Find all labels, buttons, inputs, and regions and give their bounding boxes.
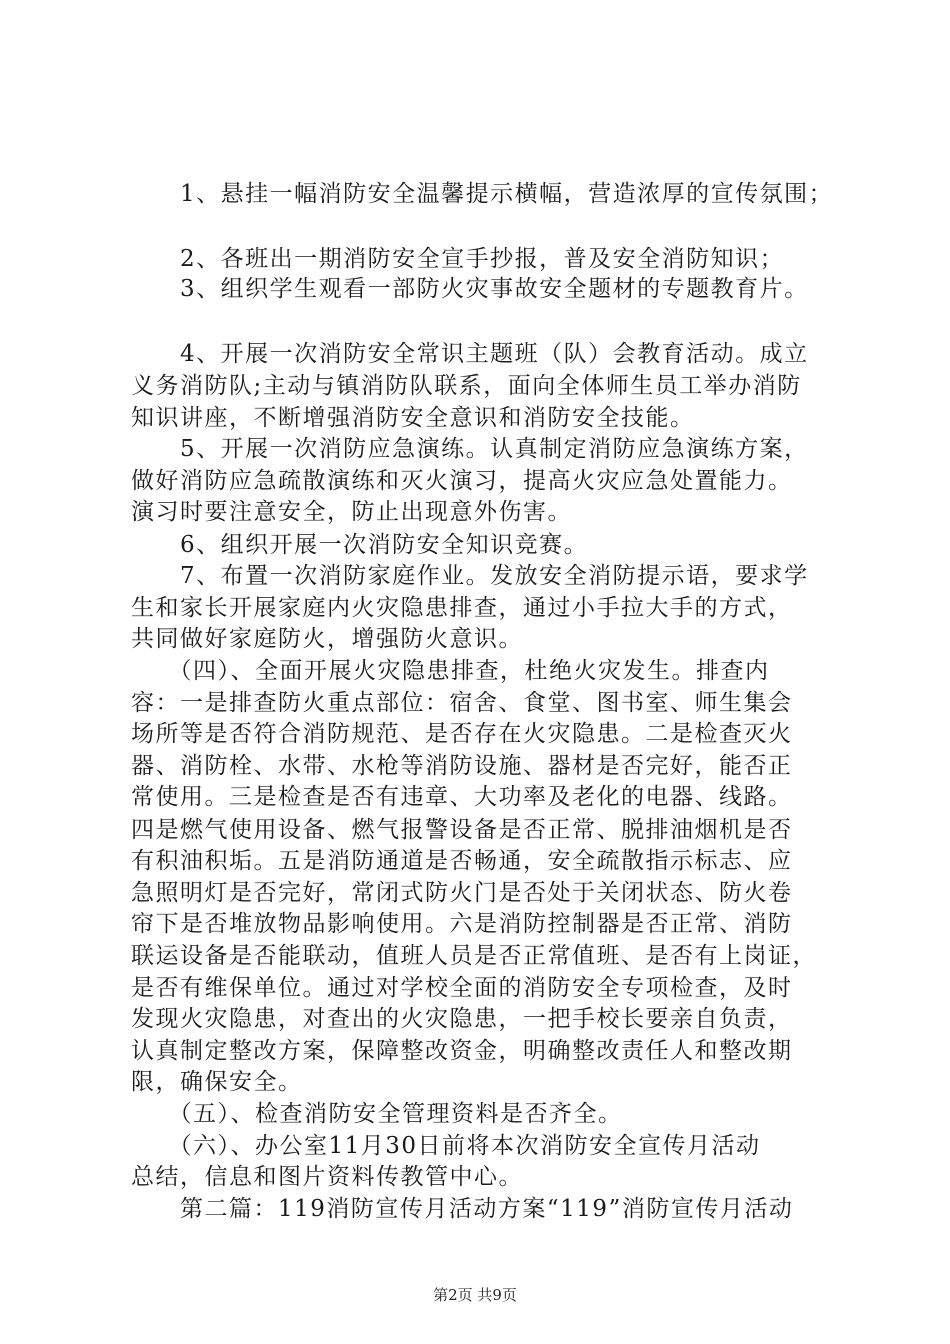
text-line: 3、组织学生观看一部防火灾事故安全题材的专题教育片。: [131, 276, 809, 302]
text-line: 器、消防栓、水带、水枪等消防设施、器材是否完好，能否正: [131, 753, 793, 779]
text-line: 是否有维保单位。通过对学校全面的消防安全专项检查，及时: [131, 975, 793, 1001]
text-line: 4、开展一次消防安全常识主题班（队）会教育活动。成立: [131, 341, 809, 367]
text-line: 1、悬挂一幅消防安全温馨提示横幅，营造浓厚的宣传氛围；: [131, 181, 834, 207]
text-line: 四是燃气使用设备、燃气报警设备是否正常、脱排油烟机是否: [131, 817, 793, 843]
text-line: （四）、全面开展火灾隐患排查，杜绝火灾发生。排查内: [131, 658, 770, 684]
text-line: 2、各班出一期消防安全宣手抄报，普及安全消防知识；: [131, 246, 785, 272]
text-line: （五）、检查消防安全管理资料是否齐全。: [131, 1101, 623, 1127]
text-line: 生和家长开展家庭内火灾隐患排查，通过小手拉大手的方式，: [131, 595, 793, 621]
text-line: 帘下是否堆放物品影响使用。六是消防控制器是否正常、消防: [131, 911, 793, 937]
page-number-footer: 第2页 共9页: [433, 1286, 517, 1304]
text-line: 容：一是排查防火重点部位：宿舍、食堂、图书室、师生集会: [131, 690, 793, 716]
text-line: （六）、办公室11月30日前将本次消防安全宣传月活动: [131, 1133, 761, 1159]
text-line: 演习时要注意安全，防止出现意外伤害。: [131, 499, 572, 525]
text-line: 急照明灯是否完好，常闭式防火门是否处于关闭状态、防火卷: [131, 880, 793, 906]
text-line: 认真制定整改方案，保障整改资金，明确整改责任人和整改期: [131, 1038, 793, 1064]
text-line: 6、组织开展一次消防安全知识竞赛。: [131, 532, 589, 558]
text-line: 总结，信息和图片资料传教管中心。: [131, 1164, 523, 1190]
text-line: 第二篇：119消防宣传月活动方案“119”消防宣传月活动: [131, 1196, 794, 1222]
text-line: 场所等是否符合消防规范、是否存在火灾隐患。二是检查灭火: [131, 721, 793, 747]
text-line: 7、布置一次消防家庭作业。发放安全消防提示语，要求学: [131, 563, 809, 589]
text-line: 5、开展一次消防应急演练。认真制定消防应急演练方案，: [131, 436, 809, 462]
text-line: 共同做好家庭防火，增强防火意识。: [131, 626, 523, 652]
text-line: 常使用。三是检查是否有违章、大功率及老化的电器、线路。: [131, 784, 793, 810]
text-line: 义务消防队;主动与镇消防队联系，面向全体师生员工举办消防: [131, 373, 802, 399]
text-line: 限，确保安全。: [131, 1069, 303, 1095]
text-line: 做好消防应急疏散演练和灭火演习，提高火灾应急处置能力。: [131, 468, 793, 494]
text-line: 发现火灾隐患，对查出的火灾隐患，一把手校长要亲自负责，: [131, 1006, 793, 1032]
text-line: 知识讲座，不断增强消防安全意识和消防安全技能。: [131, 405, 695, 431]
text-line: 联运设备是否能联动，值班人员是否正常值班、是否有上岗证，: [131, 943, 817, 969]
text-line: 有积油积垢。五是消防通道是否畅通，安全疏散指示标志、应: [131, 848, 793, 874]
